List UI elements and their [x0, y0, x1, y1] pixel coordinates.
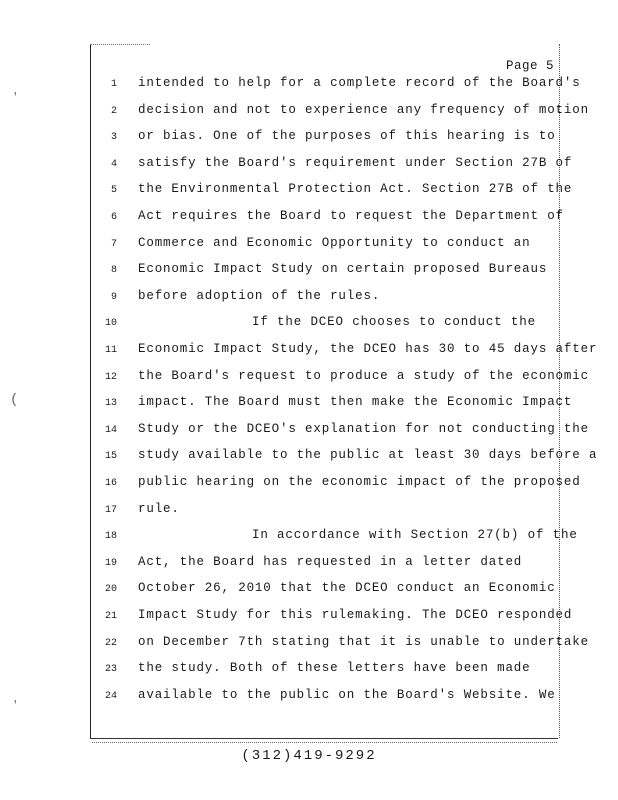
- line-text: Act, the Board has requested in a letter dated: [138, 554, 523, 569]
- line-text: decision and not to experience any frequency of motion: [138, 102, 589, 117]
- line-text: the study. Both of these letters have been made: [138, 661, 531, 676]
- transcript-line: [0, 448, 618, 468]
- line-text: impact. The Board must then make the Economic Impact: [138, 395, 573, 410]
- line-number: 15: [104, 451, 117, 463]
- transcript-line: [0, 369, 618, 389]
- line-text: satisfy the Board's requirement under Section 27B of: [138, 155, 573, 170]
- line-text: If the DCEO chooses to conduct the: [252, 315, 536, 330]
- transcript-line: [0, 236, 618, 256]
- line-text: public hearing on the economic impact of the proposed: [138, 475, 581, 489]
- transcript-line: [0, 581, 618, 601]
- line-number: 8: [110, 265, 117, 277]
- transcript-line: [0, 342, 618, 362]
- line-text: Economic Impact Study, the DCEO has 30 to 45 days after: [138, 342, 598, 356]
- transcript-line: [0, 315, 618, 335]
- line-text: Impact Study for this rulemaking. The DCEO responded: [138, 608, 573, 622]
- line-text: before adoption of the rules.: [138, 288, 381, 303]
- line-number: 6: [110, 212, 117, 223]
- line-text: the Environmental Protection Act. Section 27B of the: [138, 182, 573, 197]
- scan-speck: ': [12, 700, 19, 712]
- transcript-line: [0, 475, 618, 495]
- line-number: 2: [110, 105, 117, 117]
- line-number: 7: [110, 238, 117, 250]
- transcript-line: [0, 688, 618, 708]
- frame-bottom-edge: [90, 738, 558, 739]
- line-text: the Board's request to produce a study of the economic: [138, 368, 589, 383]
- transcript-line: [0, 555, 618, 575]
- transcript-line: [0, 289, 618, 309]
- line-number: 14: [104, 424, 117, 436]
- transcript-line: [0, 395, 618, 415]
- page-number: Page 5: [505, 59, 554, 73]
- line-number: 21: [104, 611, 117, 622]
- line-text: Act requires the Board to request the Department of: [138, 209, 564, 223]
- transcript-line: [0, 182, 618, 202]
- line-number: 11: [104, 345, 117, 356]
- line-number: 1: [110, 79, 117, 90]
- line-number: 19: [104, 557, 117, 569]
- line-number: 13: [104, 398, 117, 410]
- line-number: 16: [104, 478, 117, 489]
- transcript-line: [0, 661, 618, 681]
- transcript-line: [0, 422, 618, 442]
- transcript-line: [0, 103, 618, 123]
- line-number: 18: [104, 531, 117, 543]
- transcript-line: [0, 635, 618, 655]
- line-text: rule.: [138, 501, 180, 516]
- transcript-line: [0, 262, 618, 282]
- transcript-line: [0, 156, 618, 176]
- frame-top-edge: [90, 44, 150, 45]
- line-text: Study or the DCEO's explanation for not conducting the: [138, 421, 589, 436]
- line-text: intended to help for a complete record of the Board's: [138, 76, 581, 90]
- line-number: 5: [110, 185, 117, 197]
- line-text: October 26, 2010 that the DCEO conduct an Economic: [138, 581, 556, 596]
- line-text: available to the public on the Board's Website. We: [138, 687, 556, 702]
- line-number: 17: [104, 504, 117, 516]
- transcript-line: [0, 608, 618, 628]
- footer-phone: (312)419-9292: [241, 748, 377, 764]
- line-number: 23: [104, 664, 117, 676]
- transcript-line: [0, 528, 618, 548]
- line-text: Economic Impact Study on certain proposed Bureaus: [138, 262, 548, 277]
- transcript-line: [0, 76, 618, 96]
- line-number: 10: [104, 318, 117, 330]
- transcript-line: [0, 502, 618, 522]
- line-number: 22: [104, 637, 117, 649]
- line-number: 12: [104, 371, 117, 383]
- line-number: 3: [110, 132, 117, 144]
- line-text: Commerce and Economic Opportunity to conduct an: [138, 235, 531, 250]
- scan-speck: (: [10, 392, 19, 408]
- line-number: 9: [110, 291, 117, 303]
- frame-bottom-edge-dotted: [92, 742, 557, 743]
- transcript-line: [0, 209, 618, 229]
- line-text: on December 7th stating that it is unable to undertake: [138, 634, 589, 649]
- line-number: 4: [110, 158, 117, 170]
- line-text: or bias. One of the purposes of this hearing is to: [138, 129, 556, 144]
- transcript-line: [0, 129, 618, 149]
- line-number: 24: [104, 690, 117, 702]
- line-number: 20: [104, 584, 117, 596]
- line-text: In accordance with Section 27(b) of the: [252, 528, 578, 543]
- line-text: study available to the public at least 30 days before a: [138, 448, 598, 463]
- scan-speck: ': [12, 92, 19, 104]
